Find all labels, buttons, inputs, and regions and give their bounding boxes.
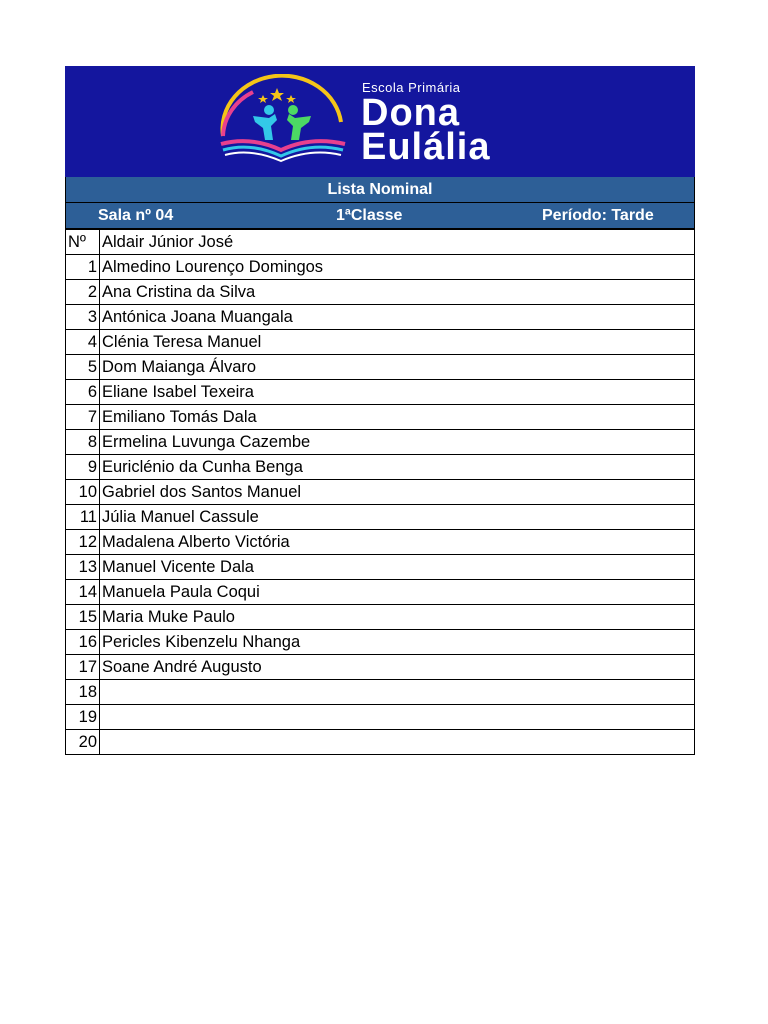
- class-info-row: [65, 203, 695, 229]
- table-row: [66, 580, 695, 605]
- row-number: 2: [66, 280, 100, 305]
- period-label: Período: Tarde: [542, 207, 654, 224]
- student-name: [100, 705, 695, 730]
- table-row: [66, 605, 695, 630]
- row-number: 6: [66, 380, 100, 405]
- table-row: [66, 230, 695, 255]
- student-name: Gabriel dos Santos Manuel: [100, 480, 695, 505]
- student-name: Júlia Manuel Cassule: [100, 505, 695, 530]
- roster-sheet: [65, 66, 695, 755]
- school-logo-icon: [213, 74, 353, 166]
- student-name: Pericles Kibenzelu Nhanga: [100, 630, 695, 655]
- table-row: [66, 355, 695, 380]
- table-row: [66, 480, 695, 505]
- table-row: [66, 730, 695, 755]
- student-name: Madalena Alberto Victória: [100, 530, 695, 555]
- student-name: Soane André Augusto: [100, 655, 695, 680]
- student-name: Almedino Lourenço Domingos: [100, 255, 695, 280]
- student-name: Emiliano Tomás Dala: [100, 405, 695, 430]
- row-number: 8: [66, 430, 100, 455]
- student-name: Euriclénio da Cunha Benga: [100, 455, 695, 480]
- school-banner: [65, 66, 695, 177]
- row-number: 17: [66, 655, 100, 680]
- table-row: [66, 705, 695, 730]
- table-row: [66, 280, 695, 305]
- school-label: Escola Primária: [362, 80, 461, 95]
- row-number: 12: [66, 530, 100, 555]
- row-number: 20: [66, 730, 100, 755]
- table-row: [66, 530, 695, 555]
- row-number: 7: [66, 405, 100, 430]
- student-name: [100, 680, 695, 705]
- student-name: Ana Cristina da Silva: [100, 280, 695, 305]
- row-number: 11: [66, 505, 100, 530]
- row-number: 15: [66, 605, 100, 630]
- student-name: [100, 730, 695, 755]
- row-number: 10: [66, 480, 100, 505]
- table-row: [66, 405, 695, 430]
- room-number: Sala nº 04: [98, 207, 174, 224]
- row-number: 14: [66, 580, 100, 605]
- student-name: Ermelina Luvunga Cazembe: [100, 430, 695, 455]
- student-name: Manuel Vicente Dala: [100, 555, 695, 580]
- row-number: 16: [66, 630, 100, 655]
- grade-label: 1ªClasse: [336, 207, 403, 224]
- school-name-line1: Dona: [361, 92, 460, 134]
- table-row: [66, 380, 695, 405]
- student-name: Manuela Paula Coqui: [100, 580, 695, 605]
- row-number: 19: [66, 705, 100, 730]
- student-name: Dom Maianga Álvaro: [100, 355, 695, 380]
- row-number: 9: [66, 455, 100, 480]
- row-number: 3: [66, 305, 100, 330]
- table-row: [66, 430, 695, 455]
- student-name: Eliane Isabel Texeira: [100, 380, 695, 405]
- row-number: 1: [66, 255, 100, 280]
- table-row: [66, 305, 695, 330]
- table-row: [66, 330, 695, 355]
- student-name: Clénia Teresa Manuel: [100, 330, 695, 355]
- table-row: [66, 555, 695, 580]
- table-row: [66, 255, 695, 280]
- student-table: [65, 229, 695, 755]
- table-row: [66, 505, 695, 530]
- list-title: Lista Nominal: [65, 177, 695, 203]
- table-row: [66, 455, 695, 480]
- row-number: 5: [66, 355, 100, 380]
- student-name: Aldair Júnior José: [100, 230, 695, 255]
- row-number: Nº: [66, 230, 100, 255]
- table-row: [66, 655, 695, 680]
- table-row: [66, 680, 695, 705]
- school-name-line2: Eulália: [361, 126, 491, 168]
- row-number: 13: [66, 555, 100, 580]
- table-row: [66, 630, 695, 655]
- row-number: 4: [66, 330, 100, 355]
- student-name: Maria Muke Paulo: [100, 605, 695, 630]
- student-name: Antónica Joana Muangala: [100, 305, 695, 330]
- row-number: 18: [66, 680, 100, 705]
